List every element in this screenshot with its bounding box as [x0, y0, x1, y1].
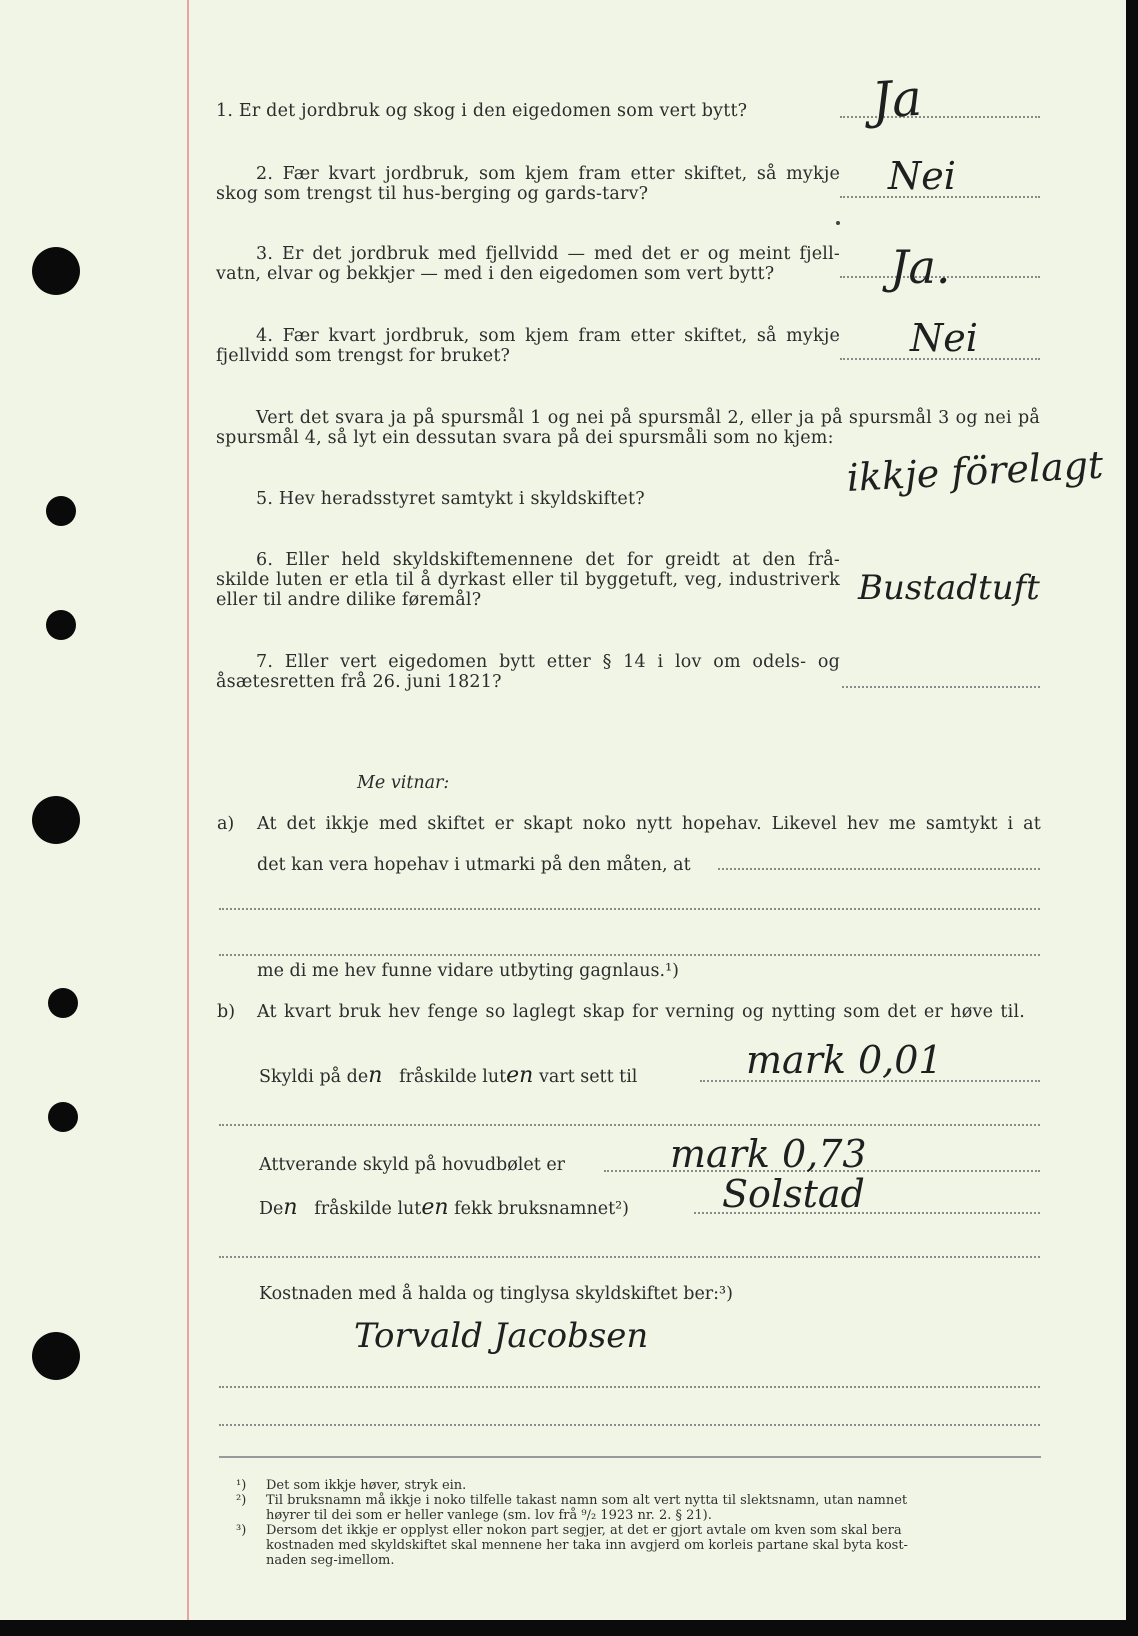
- punch-hole: [46, 610, 76, 640]
- footnote-line: [236, 1508, 1046, 1523]
- question-text: Fær kvart jordbruk, som kjem fram etter skiftet, så mykje: [282, 326, 840, 346]
- question-text: Fær kvart jordbruk, som kjem fram etter skiftet, så mykje: [282, 164, 840, 184]
- question-line: [216, 244, 840, 264]
- bruksnamn-value-handwriting: Solstad: [722, 1172, 865, 1216]
- question-number: 4.: [256, 326, 274, 346]
- fill-line: [718, 868, 1040, 870]
- question-line: skog som trengst til hus-berging og gards-tarv?: [216, 184, 649, 204]
- bruksnamn-handwritten-n: n: [283, 1195, 298, 1220]
- fill-line: [219, 954, 1040, 956]
- fill-line: [219, 908, 1040, 910]
- skyld-text: fråskilde lut: [399, 1067, 507, 1087]
- footnote-text: naden seg-imellom.: [266, 1553, 395, 1568]
- fill-line: [219, 1124, 1040, 1126]
- attverande-value-handwriting: mark 0,73: [670, 1132, 867, 1176]
- ink-speck: [836, 221, 840, 225]
- question-text: Er det jordbruk og skog i den eigedomen som vert bytt?: [238, 101, 748, 121]
- question-5: [216, 489, 840, 509]
- footnote-marker: ³): [236, 1523, 247, 1538]
- footnote-line: [236, 1478, 1046, 1493]
- question-line: eller til andre dilike føremål?: [216, 590, 482, 610]
- footnote-line: [236, 1538, 1046, 1553]
- punch-hole: [48, 988, 78, 1018]
- footnote-separator: [219, 1456, 1041, 1458]
- punch-hole: [32, 247, 80, 295]
- witness-heading: Me vitnar:: [357, 773, 450, 793]
- skyld-handwritten-en: en: [506, 1063, 534, 1088]
- intro-line: Vert det svara ja på spursmål 1 og nei på spursmål 2, eller ja på spursmål 3 og nei på: [256, 408, 1040, 428]
- footnote-marker: ²): [236, 1493, 247, 1508]
- bruksnamn-row: [259, 1195, 629, 1220]
- skyld-row: [259, 1063, 638, 1088]
- bruksnamn-text: fekk bruksnamnet²): [454, 1199, 629, 1219]
- item-b-line1: [257, 1002, 1025, 1022]
- item-a-line3: me di me hev funne vidare utbyting gagnlaus.¹): [257, 961, 679, 981]
- question-text: Eller vert eigedomen bytt etter § 14 i lov om odels- og: [284, 652, 840, 672]
- skyld-text: Skyldi på de: [259, 1067, 369, 1087]
- bruksnamn-text: De: [259, 1199, 284, 1219]
- item-a-line2: det kan vera hopehav i utmarki på den måten, at: [257, 855, 691, 875]
- answer-6-handwriting: Bustadtuft: [858, 568, 1040, 608]
- question-line: [216, 164, 840, 184]
- skyld-text: vart sett til: [538, 1067, 638, 1087]
- bruksnamn-handwritten-en: en: [421, 1195, 449, 1220]
- question-number: 3.: [256, 244, 274, 264]
- footnote-text: Dersom det ikkje er opplyst eller nokon part segjer, at det er gjort avtale om kven som skal bera: [266, 1523, 902, 1538]
- question-line: [216, 326, 840, 346]
- question-1: [216, 101, 828, 121]
- question-line: vatn, elvar og bekkjer — med i den eigedomen som vert bytt?: [216, 264, 775, 284]
- item-a-label: a): [217, 814, 235, 834]
- question-3: [216, 244, 840, 284]
- fill-line: [219, 1424, 1040, 1426]
- question-number: 1.: [216, 101, 234, 121]
- item-a-line1: [257, 814, 1041, 834]
- question-line: [216, 101, 828, 121]
- intro-line: spursmål 4, så lyt ein dessutan svara på dei spursmåli som no kjem:: [216, 428, 834, 448]
- punch-hole: [48, 1102, 78, 1132]
- punch-hole: [32, 796, 80, 844]
- footnote-text: Til bruksnamn må ikkje i noko tilfelle takast namn som alt vert nytta til slektsnamn, utan namnet: [266, 1493, 908, 1508]
- answer-2-handwriting: Nei: [888, 154, 956, 198]
- punch-hole: [32, 1332, 80, 1380]
- question-text: Hev heradsstyret samtykt i skyldskiftet?: [278, 489, 645, 509]
- question-number: 2.: [256, 164, 274, 184]
- question-number: 5.: [256, 489, 274, 509]
- punch-hole: [46, 496, 76, 526]
- footnote-text: Det som ikkje høver, stryk ein.: [266, 1478, 467, 1493]
- attverande-label: Attverande skyld på hovudbølet er: [259, 1155, 566, 1175]
- answer-line: [842, 686, 1040, 688]
- footnote-line: [236, 1493, 1046, 1508]
- question-6: [216, 550, 840, 610]
- question-number: 7.: [256, 652, 274, 672]
- question-7: [216, 652, 840, 692]
- footnote-line: [236, 1553, 1046, 1568]
- answer-1-handwriting: Ja: [869, 68, 924, 130]
- answer-5-handwriting: ikkje förelagt: [845, 442, 1105, 500]
- item-b-text: At kvart bruk hev fenge so laglegt skap for verning og nytting som det er høve til.: [257, 1002, 1025, 1022]
- fill-line: [219, 1386, 1040, 1388]
- fill-line: [219, 1256, 1040, 1258]
- question-number: 6.: [256, 550, 274, 570]
- question-line: fjellvidd som trengst for bruket?: [216, 346, 511, 366]
- question-4: [216, 326, 840, 366]
- answer-line: [840, 116, 1040, 118]
- red-margin-line: [187, 0, 189, 1620]
- intro-paragraph: [216, 408, 1040, 448]
- question-line: [216, 489, 840, 509]
- question-line: skilde luten er etla til å dyrkast eller til byggetuft, veg, industriverk: [216, 570, 840, 590]
- kostnad-value-handwriting: Torvald Jacobsen: [354, 1316, 649, 1356]
- footnote-text: kostnaden med skyldskiftet skal mennene her taka inn avgjerd om korleis partane skal byta kost-: [266, 1538, 908, 1553]
- kostnad-label: Kostnaden med å halda og tinglysa skyldskiftet ber:³): [259, 1284, 733, 1304]
- answer-3-handwriting: Ja.: [890, 240, 951, 294]
- footnote-marker: ¹): [236, 1478, 247, 1493]
- skyld-value-handwriting: mark 0,01: [746, 1038, 943, 1082]
- question-text: Eller held skyldskiftemennene det for greidt at den frå-: [285, 550, 841, 570]
- question-line: [216, 550, 840, 570]
- item-a-text: At det ikkje med skiftet er skapt noko nytt hopehav. Likevel hev me samtykt i at: [257, 814, 1041, 834]
- question-2: [216, 164, 840, 204]
- footnotes: [236, 1478, 1046, 1568]
- question-line: [216, 652, 840, 672]
- question-text: Er det jordbruk med fjellvidd — med det er og meint fjell-: [281, 244, 840, 264]
- skyld-handwritten-n: n: [368, 1063, 383, 1088]
- footnote-line: [236, 1523, 1046, 1538]
- question-line: åsætesretten frå 26. juni 1821?: [216, 672, 502, 692]
- footnote-text: høyrer til dei som er heller vanlege (sm. lov frå ⁹/₂ 1923 nr. 2. § 21).: [266, 1508, 712, 1523]
- bruksnamn-text: fråskilde lut: [314, 1199, 422, 1219]
- answer-4-handwriting: Nei: [910, 316, 978, 360]
- item-b-label: b): [217, 1002, 236, 1022]
